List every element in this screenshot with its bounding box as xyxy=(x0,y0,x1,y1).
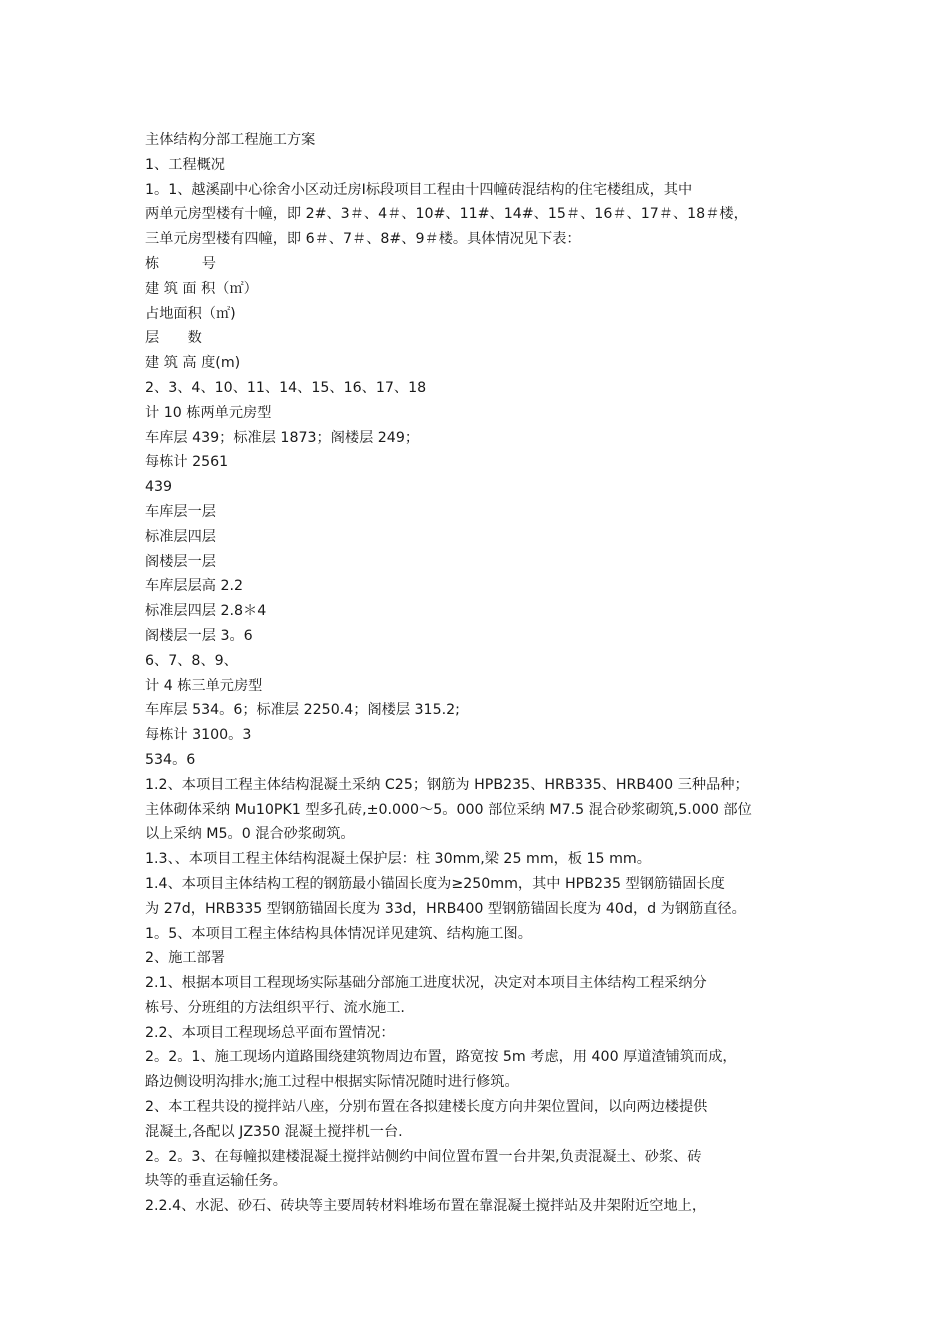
paragraph-line: 两单元房型楼有十幢，即 2#、3＃、4＃、10#、11#、14#、15＃、16＃、17＃、18＃楼， xyxy=(145,206,748,223)
table-cell: 每栋计 3100。3 xyxy=(145,727,252,744)
paragraph-line: 主体砌体采纳 Mu10PK1 型多孔砖,±0.000～5。000 部位采纳 M7.5 混合砂浆砌筑,5.000 部位 xyxy=(145,801,752,818)
paragraph-line: 2。2。1、施工现场内道路围绕建筑物周边布置，路宽按 5m 考虑，用 400 厚道渣铺筑而成， xyxy=(145,1049,737,1066)
table-cell: 计 10 栋两单元房型 xyxy=(145,404,272,421)
table-cell: 车库层一层 xyxy=(145,503,216,520)
paragraph-line: 2.2.4、水泥、砂石、砖块等主要周转材料堆场布置在靠混凝土搅拌站及井架附近空地上， xyxy=(145,1198,707,1215)
table-header-cell: 建 筑 高 度(m) xyxy=(145,355,241,372)
paragraph-line: 2.2、本项目工程现场总平面布置情况： xyxy=(145,1024,395,1041)
paragraph-line: 2。2。3、在每幢拟建楼混凝土搅拌站侧约中间位置布置一台井架,负责混凝土、砂浆、砖 xyxy=(145,1148,702,1165)
paragraph-line: 1.2、本项目工程主体结构混凝土采纳 C25；钢筋为 HPB235、HRB335、HRB400 三种品种； xyxy=(145,776,749,793)
section-heading: 2、施工部署 xyxy=(145,950,225,967)
table-cell: 阁楼层一层 xyxy=(145,553,216,570)
table-cell: 计 4 栋三单元房型 xyxy=(145,677,263,694)
paragraph-line: 混凝土,各配以 JZ350 混凝土搅拌机一台. xyxy=(145,1123,403,1140)
table-cell: 6、7、8、9、 xyxy=(145,652,238,669)
paragraph-line: 1。1、越溪副中心徐舍小区动迁房Ⅰ标段项目工程由十四幢砖混结构的住宅楼组成，其中 xyxy=(145,181,693,198)
table-cell: 标准层四层 2.8＊4 xyxy=(145,603,267,620)
paragraph-line: 1。5、本项目工程主体结构具体情况详见建筑、结构施工图。 xyxy=(145,925,532,942)
paragraph-line: 1.4、本项目主体结构工程的钢筋最小锚固长度为≥250mm，其中 HPB235 型钢筋锚固长度 xyxy=(145,875,725,892)
paragraph-line: 块等的垂直运输任务。 xyxy=(145,1173,287,1190)
paragraph-line: 2、本工程共设的搅拌站八座，分别布置在各拟建楼长度方向井架位置间，以向两边楼提供 xyxy=(145,1099,708,1116)
paragraph-line: 三单元房型楼有四幢，即 6＃、7＃、8#、9＃楼。具体情况见下表： xyxy=(145,231,581,248)
table-cell: 534。6 xyxy=(145,751,196,768)
paragraph-line: 1.3、、本项目工程主体结构混凝土保护层：柱 30mm,梁 25 mm，板 15 mm。 xyxy=(145,851,651,868)
table-cell: 车库层 439；标准层 1873；阁楼层 249； xyxy=(145,429,420,446)
paragraph-line: 路边侧设明沟排水;施工过程中根据实际情况随时进行修筑。 xyxy=(145,1074,519,1091)
paragraph-line: 2.1、根据本项目工程现场实际基础分部施工进度状况，决定对本项目主体结构工程采纳分 xyxy=(145,975,707,992)
table-cell: 每栋计 2561 xyxy=(145,454,229,471)
paragraph-line: 以上采纳 M5。0 混合砂浆砌筑。 xyxy=(145,826,355,843)
paragraph-line: 栋号、分班组的方法组织平行、流水施工. xyxy=(145,999,405,1016)
paragraph-line: 为 27d，HRB335 型钢筋锚固长度为 33d，HRB400 型钢筋锚固长度为 40d，d 为钢筋直径。 xyxy=(145,900,746,917)
table-cell: 车库层 534。6；标准层 2250.4；阁楼层 315.2; xyxy=(145,702,460,719)
table-cell: 车库层层高 2.2 xyxy=(145,578,244,595)
section-heading: 1、工程概况 xyxy=(145,156,225,173)
table-cell: 标准层四层 xyxy=(145,528,216,545)
document-body xyxy=(145,128,815,1219)
table-cell: 2、3、4、10、11、14、15、16、17、18 xyxy=(145,379,427,396)
table-header-cell: 栋 号 xyxy=(145,255,216,272)
table-header-cell: 层 数 xyxy=(145,330,202,347)
table-header-cell: 占地面积（㎡) xyxy=(145,305,236,322)
table-cell: 阁楼层一层 3。6 xyxy=(145,627,253,644)
table-cell: 439 xyxy=(145,479,173,496)
document-title: 主体结构分部工程施工方案 xyxy=(145,132,316,148)
table-header-cell: 建 筑 面 积（㎡） xyxy=(145,280,258,297)
